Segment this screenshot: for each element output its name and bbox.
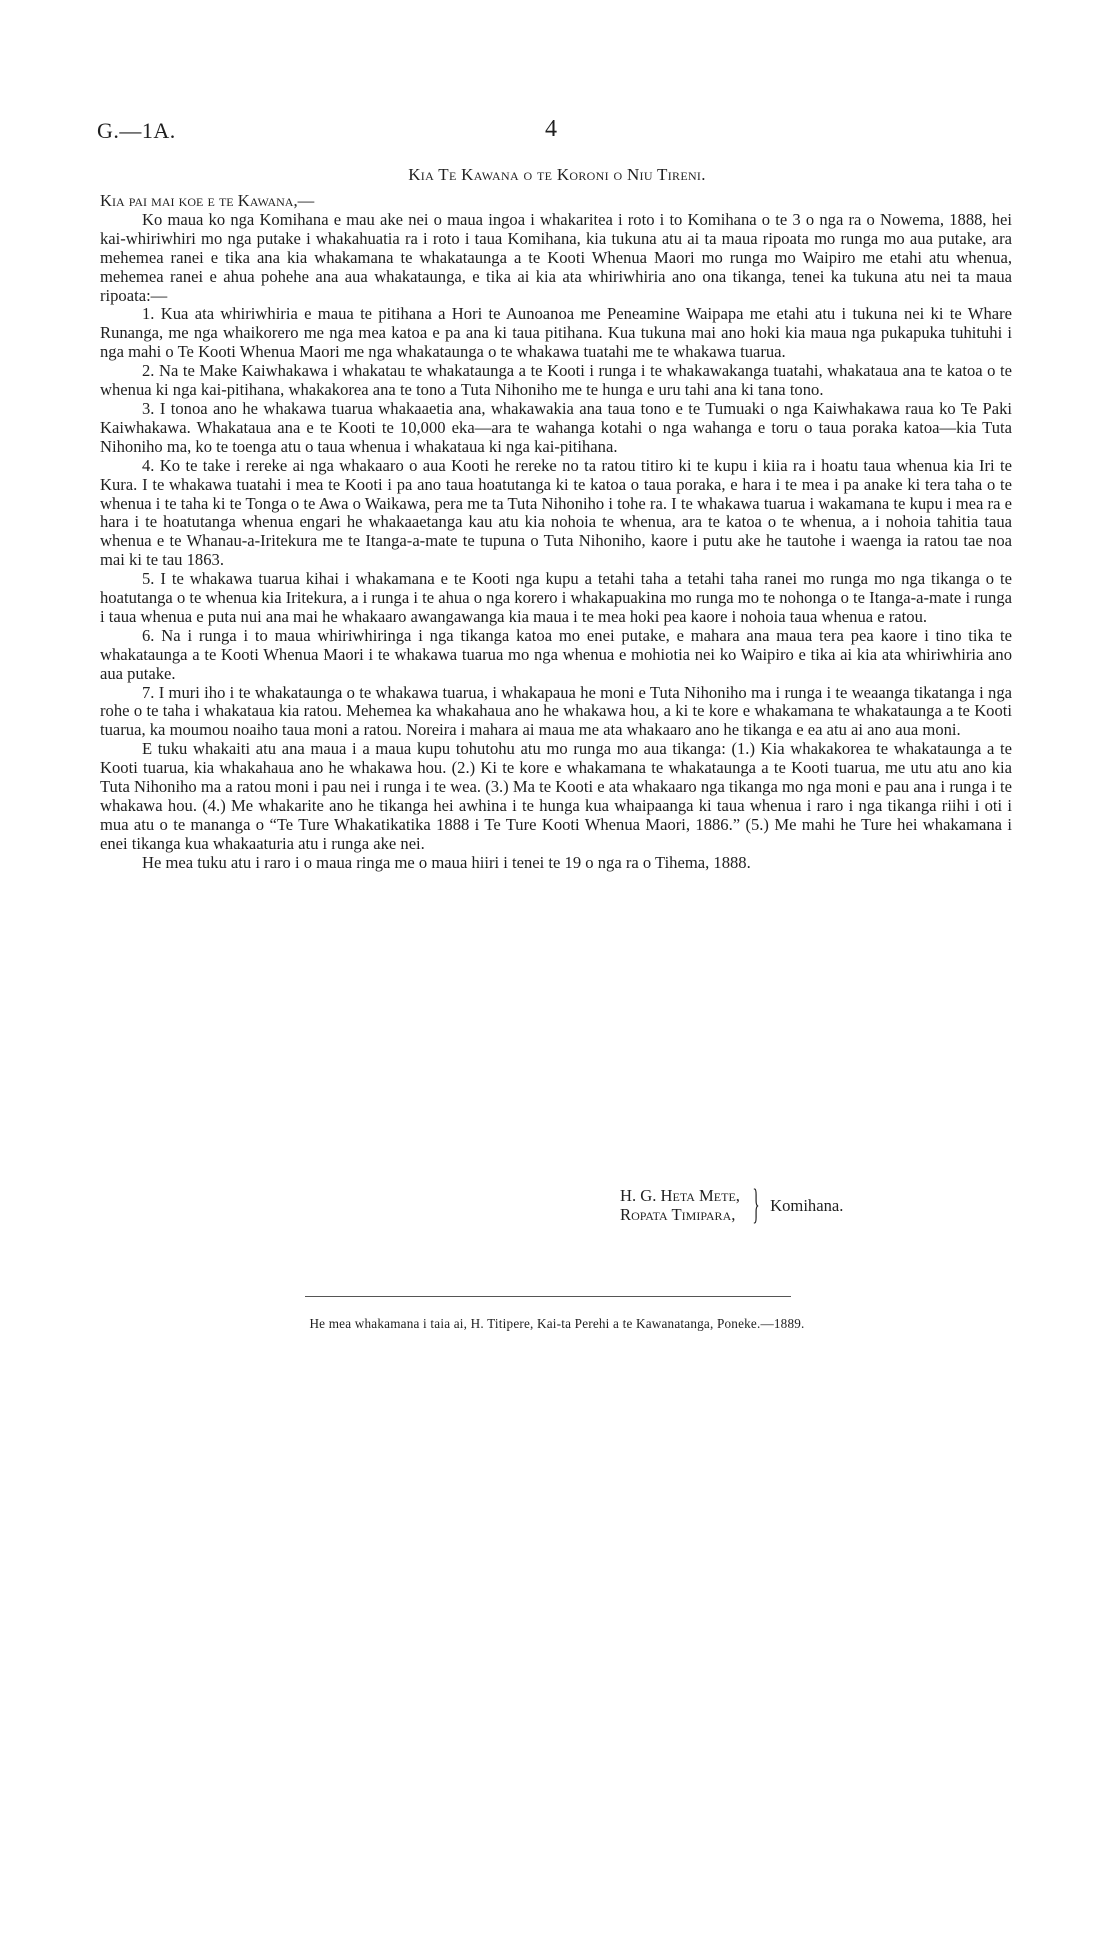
letter-title: Kia Te Kawana o te Koroni o Niu Tireni. bbox=[408, 165, 706, 184]
brace-symbol: } bbox=[752, 1182, 760, 1228]
signatory-name: H. G. Heta Mete, bbox=[620, 1186, 740, 1205]
paragraph-recommendations: E tuku whakaiti atu ana maua i a maua kupu tohutohu atu mo runga mo aua tikanga: (1.) Kia whakakorea te whakataunga a te Kooti tuarua, kia whakahaua ano he whakawa hou. (2.) Ki te kore e whakamana te whakataunga a te Kooti tuarua, me utu atu ano kia Tuta Nihoniho ma a ratou moni i pau nei i runga i te wea. (3.) Ma te Kooti e ata whakaaro nga tikanga mo nga moni e pau ana i runga i te whakawa hou. (4.) Me whakarite ano he tikanga hei awhina i te hunga kua whaipaanga ki taua whenua i raro i nga tikanga riihi i oti i mua atu o te mananga o “Te Ture Whakatikatika 1888 i Te Ture Kooti Whenua Maori, 1886.” (5.) Me mahi he Ture hei whakamana i enei tikanga kua whakaaturia atu i runga ake nei. bbox=[100, 739, 1012, 853]
paragraph-1: 1. Kua ata whiriwhiria e maua te pitihana a Hori te Aunoanoa me Peneamine Waipapa me etahi atu i tukuna nei ki te Whare Runanga, me nga whaikorero me nga mea katoa e pa ana ki taua pitihana. Kua tukuna mai ano hoki kia maua nga pukapuka tuhituhi i nga mahi o Te Kooti Whenua Maori me nga whakataunga o te whakawa tuatahi me te whakawa tuarua. bbox=[100, 304, 1012, 362]
letter-body bbox=[100, 192, 1012, 873]
signature-block bbox=[620, 1182, 844, 1228]
paragraph-2: 2. Na te Make Kaiwhakawa i whakatau te whakataunga a te Kooti i runga i te whakawakanga tuatahi, whakataua ana te katoa o te whenua ki nga kai-pitihana, whakakorea ana te tono a Tuta Nihoniho me te hunga e uru tahi ana ki tana tono. bbox=[100, 361, 1012, 400]
paragraph-4: 4. Ko te take i rereke ai nga whakaaro o aua Kooti he rereke no ta ratou titiro ki te kupu i kiia ra i hoatu taua whenua kia Iri te Kura. I te whakawa tuatahi i mea te Kooti i pa ano taua hoatutanga ki te katoa o taua poraka, e hara i te mea i pa anake ki tera taha o te whenua i te taha ki te Tonga o te Awa o Waikawa, pera me ta Tuta Nihoniho i tohe ra. I te whakawa tuarua i wakamana te kupu i mea ra e hara i te hoatutanga whenua engari he whakaaetanga kau atu kia nohoia te whenua, ara te katoa o te whenua, a i nohoia tahitia taua whenua e te Whanau-a-Iritekura me te Itanga-a-mate te tupuna o Tuta Nihoniho, kaore i putu ake he tautohe i waenga ia ratou tae noa mai ki te tau 1863. bbox=[100, 455, 1012, 570]
printer-imprint: He mea whakamana i taia ai, H. Titipere, Kai-ta Perehi a te Kawanatanga, Poneke.—1889. bbox=[309, 1316, 805, 1331]
paragraph-intro: Ko maua ko nga Komihana e mau ake nei o maua ingoa i whakaritea i roto i to Komihana o te 3 o nga ra o Nowema, 1888, hei kai-whiriwhiri mo nga putake i whakahuatia ra i roto i taua Komihana, kia tukuna atu ai ta maua ripoata mo runga mo aua putake, ara mehemea ranei e tika ana kia whakamana te whakataunga a te Kooti Whenua Maori mo runga mo Waipiro me etahi atu whenua, mehemea ranei e ahua pohehe ana aua whakataunga, e tika ai kia ata whiriwhiria ano ona tikanga, tenei ka tukuna atu nei ta maua ripoata:— bbox=[100, 209, 1012, 305]
footer-divider bbox=[305, 1296, 791, 1297]
page-number: 4 bbox=[545, 116, 557, 142]
paragraph-3: 3. I tonoa ano he whakawa tuarua whakaaetia ana, whakawakia ana taua tono e te Tumuaki o nga Kaiwhakawa raua ko Te Paki Kaiwhakawa. Whakataua ana e te Kooti te 10,000 eka—ara te wahanga kotahi o nga wahanga e toru o taua poraka katoa—kia Tuta Nihoniho ma, ko te toenga atu o taua whenua i whakataua ki nga kai-pitihana. bbox=[100, 398, 1012, 456]
paragraph-5: 5. I te whakawa tuarua kihai i whakamana e te Kooti nga kupu a tetahi taha a tetahi taha ranei mo runga mo nga tikanga o te hoatutanga o te whenua kia Iritekura, a i runga i te ahua o nga korero i whakapuakina mo runga mo te nohonga o te Itanga-a-mate i runga i taua whenua e puta nui ana mai he whakaaro awangawanga kia maua i te mea hoki pea kaore i nohoia taua whenua e ratou. bbox=[100, 569, 1012, 626]
paragraph-7: 7. I muri iho i te whakataunga o te whakawa tuarua, i whakapaua he moni e Tuta Nihoniho ma i runga i te weaanga tikatanga i nga rohe o te taha i whakataua kia ratou. Mehemea ka whakahaua ano he whakawa hou, a ki te kore e whakamana te whakataunga a te Kooti tuarua, ka moumou noaiho taua moni a ratou. Noreira i mahara ai maua me ata whakaaro ano he tikanga e ea atu ai ano aua moni. bbox=[100, 682, 1012, 740]
signatory-names bbox=[620, 1186, 740, 1224]
signatory-role: Komihana. bbox=[770, 1195, 844, 1215]
paragraph-closing: He mea tuku atu i raro i o maua ringa me o maua hiiri i tenei te 19 o nga ra o Tihema, 1888. bbox=[142, 852, 751, 872]
paragraph-6: 6. Na i runga i to maua whiriwhiringa i nga tikanga katoa mo enei putake, e mahara ana maua tera pea kaore i tino tika te whakataunga a te Kooti Whenua Maori i te whakawa tuarua mo nga whenua e mohiotia nei ko Waipiro e tika ai kia ata whiriwhiria ano aua putake. bbox=[100, 625, 1012, 683]
salutation: Kia pai mai koe e te Kawana,— bbox=[100, 191, 315, 210]
document-reference: G.—1A. bbox=[97, 118, 176, 143]
signatory-name: Ropata Timipara, bbox=[620, 1205, 736, 1224]
